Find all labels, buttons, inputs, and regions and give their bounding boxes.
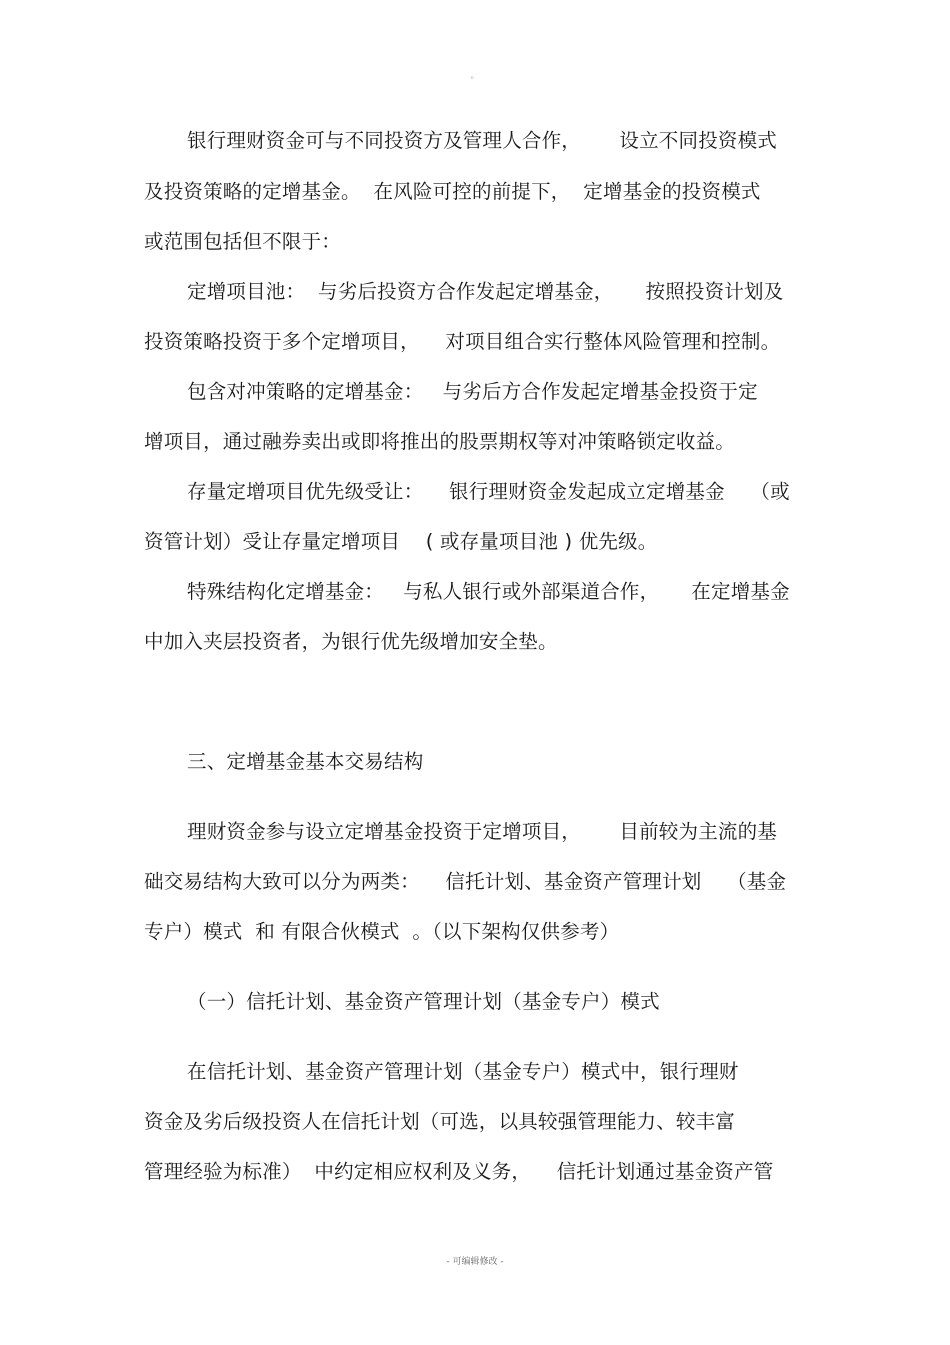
paragraph-line: 银行理财资金可与不同投资方及管理人合作， 设立不同投资模式: [187, 129, 777, 152]
paragraph-line: 资金及劣后级投资人在信托计划（可选，以具较强管理能力、较丰富: [144, 1110, 736, 1133]
paragraph-line: 在信托计划、基金资产管理计划（基金专户）模式中，银行理财: [187, 1060, 739, 1083]
paragraph-line: 存量定增项目优先级受让： 银行理财资金发起成立定增基金 （或: [187, 480, 790, 503]
paragraph-line: 特殊结构化定增基金： 与私人银行或外部渠道合作， 在定增基金: [187, 580, 790, 603]
paragraph-line: 中加入夹层投资者，为银行优先级增加安全垫。: [144, 630, 558, 653]
paragraph-line: 投资策略投资于多个定增项目， 对项目组合实行整体风险管理和控制。: [144, 330, 781, 353]
paragraph-line: 资管计划）受让存量定增项目 ( 或存量项目池 ) 优先级。: [144, 530, 658, 553]
section-heading: 三、定增基金基本交易结构: [187, 750, 424, 773]
paragraph-line: 包含对冲策略的定增基金： 与劣后方合作发起定增基金投资于定: [187, 380, 758, 403]
header-mark: 。: [470, 71, 480, 81]
paragraph-line: 理财资金参与设立定增基金投资于定增项目， 目前较为主流的基: [187, 820, 777, 843]
footer-text: - 可编辑修改 -: [446, 1257, 504, 1267]
subsection-heading: （一）信托计划、基金资产管理计划（基金专户）模式: [187, 990, 660, 1013]
paragraph-line: 或范围包括但不限于：: [144, 230, 342, 253]
paragraph-line: 及投资策略的定增基金。 在风险可控的前提下， 定增基金的投资模式: [144, 180, 761, 203]
paragraph-line: 专户）模式 和 有限合伙模式 。（以下架构仅供参考）: [144, 920, 620, 943]
paragraph-line: 增项目，通过融券卖出或即将推出的股票期权等对冲策略锁定收益。: [144, 430, 736, 453]
paragraph-line: 础交易结构大致可以分为两类： 信托计划、基金资产管理计划 （基金: [144, 870, 787, 893]
paragraph-line: 定增项目池： 与劣后投资方合作发起定增基金， 按照投资计划及: [187, 280, 784, 303]
paragraph-line: 管理经验为标准） 中约定相应权利及义务， 信托计划通过基金资产管: [144, 1160, 774, 1183]
